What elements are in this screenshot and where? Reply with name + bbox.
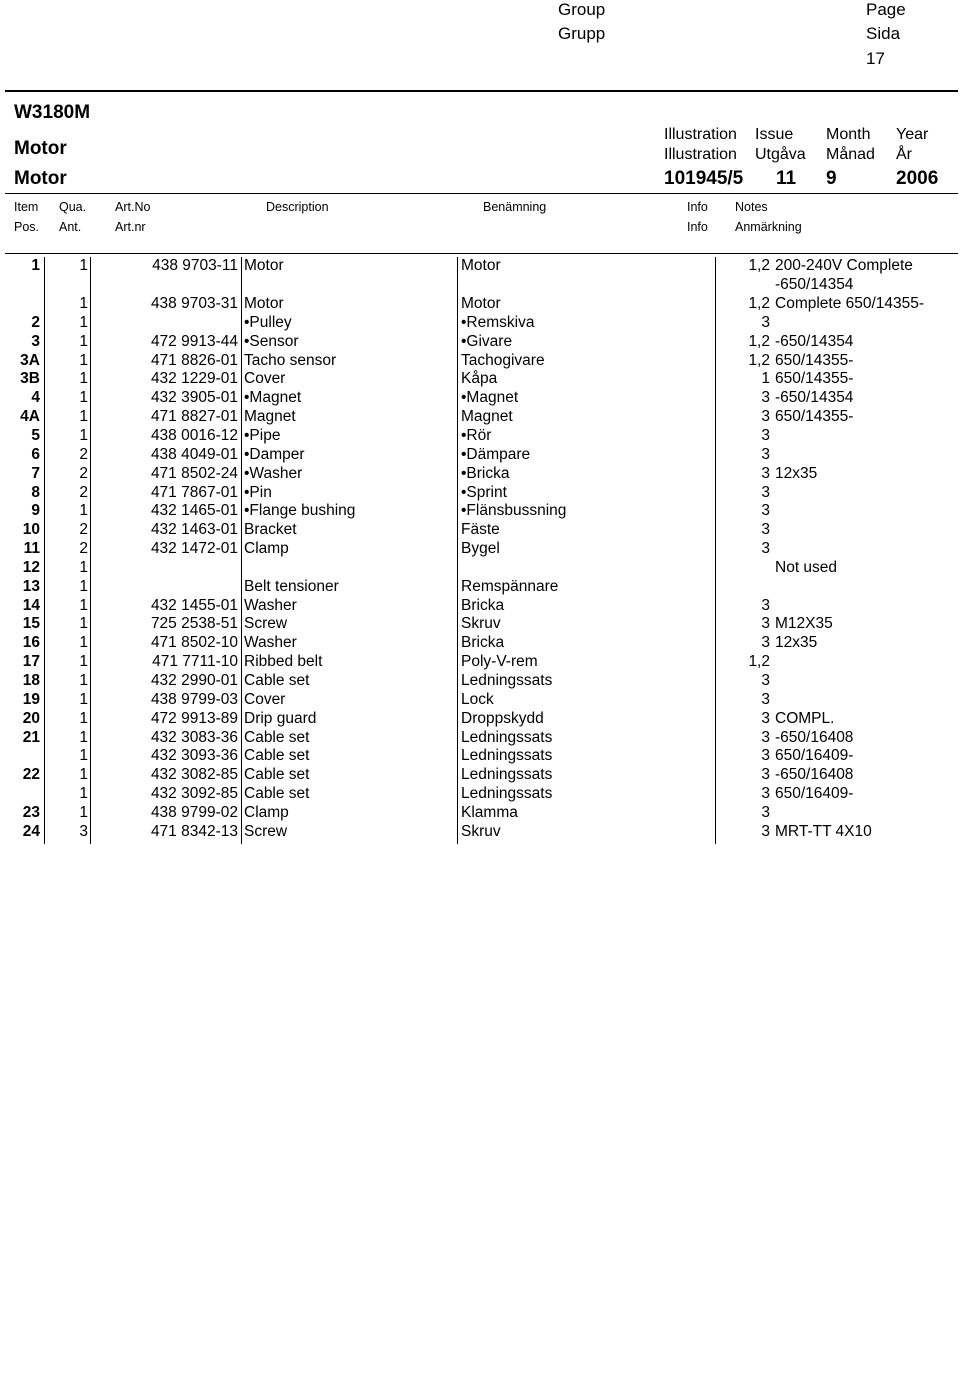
info-cell: 3: [761, 634, 770, 652]
notes-cell: [773, 690, 958, 709]
art-number-cell: 438 9703-11: [152, 257, 238, 275]
description-cell: Tacho sensor: [244, 351, 337, 369]
art-number-cell: [90, 276, 242, 295]
benamning-cell: Magnet: [461, 408, 513, 426]
benamning-cell: Motor: [461, 257, 501, 275]
description-cell: Motor: [244, 295, 284, 313]
month-value: 9: [826, 168, 837, 189]
info-cell: 1: [761, 370, 770, 388]
qty-cell: 1: [79, 690, 88, 708]
benamning-cell: Poly-V-rem: [461, 653, 538, 671]
col-artno: Art.No: [115, 200, 151, 214]
benamning-cell: •Dämpare: [461, 445, 531, 463]
qty-cell: 1: [79, 634, 88, 652]
art-number-cell: 471 8826-01: [150, 351, 238, 369]
table-row: [5, 370, 958, 389]
art-number-cell: 438 4049-01: [150, 445, 238, 463]
page-label-sv: Sida: [866, 24, 901, 43]
info-cell: 3: [761, 785, 770, 803]
description-cell: Screw: [244, 822, 288, 840]
benamning-cell: Motor: [461, 295, 501, 313]
item-cell: 5: [31, 427, 40, 445]
illustration-label: Illustration: [664, 126, 737, 143]
item-cell: 9: [31, 502, 40, 520]
art-number-cell: 438 9799-02: [150, 803, 238, 821]
table-row: [5, 672, 958, 691]
table-row: [5, 464, 958, 483]
item-cell: 13: [22, 577, 40, 595]
notes-cell: [773, 314, 958, 333]
notes-cell: [773, 803, 958, 822]
description-cell: Clamp: [244, 540, 289, 558]
notes-cell: -650/16408: [775, 728, 854, 746]
table-row: [5, 803, 958, 822]
info-cell: 3: [761, 521, 770, 539]
col-benamning: Benämning: [483, 200, 547, 214]
table-row: [5, 521, 958, 540]
info-cell: 1,2: [748, 653, 770, 671]
item-cell: 23: [22, 803, 40, 821]
qty-cell: 1: [79, 747, 88, 765]
col-item: Item: [14, 200, 39, 214]
info-cell: 1,2: [748, 332, 770, 350]
art-number-cell: 471 7867-01: [150, 483, 238, 501]
art-number-cell: 432 3082-85: [150, 766, 238, 784]
info-cell: 3: [761, 313, 770, 331]
item-cell: [5, 785, 44, 804]
description-cell: •Pin: [244, 483, 272, 501]
info-cell: 3: [761, 747, 770, 765]
art-number-cell: 471 7711-10: [152, 653, 238, 671]
table-row: [5, 483, 958, 502]
qty-cell: 1: [79, 709, 88, 727]
parts-table-body: [5, 257, 958, 841]
illustration-value: 101945/5: [664, 168, 744, 189]
notes-cell: 650/16409-: [775, 785, 854, 803]
benamning-cell: Bygel: [461, 540, 500, 558]
notes-cell: -650/16408: [775, 766, 854, 784]
description-cell: •Sensor: [244, 332, 299, 350]
benamning-cell: Ledningssats: [461, 785, 553, 803]
info-cell: 1,2: [748, 257, 770, 275]
benamning-cell: Tachogivare: [461, 351, 545, 369]
item-cell: 8: [31, 483, 40, 501]
qty-cell: 1: [79, 803, 88, 821]
col-qty-sv: Ant.: [59, 220, 82, 234]
notes-cell: [773, 540, 958, 559]
art-number-cell: 432 3905-01: [150, 389, 238, 407]
parts-table: [5, 257, 958, 841]
description-cell: •Pulley: [244, 313, 292, 331]
notes-cell: -650/14354: [775, 332, 854, 350]
info-cell: 3: [761, 596, 770, 614]
art-number-cell: 432 1472-01: [150, 540, 238, 558]
model-title: W3180M: [14, 102, 91, 123]
column-header-bottom-rule: [5, 253, 958, 254]
item-cell: 7: [31, 464, 40, 482]
description-cell: Clamp: [244, 803, 289, 821]
table-row: [5, 332, 958, 351]
qty-cell: 1: [79, 577, 88, 595]
qty-cell: 2: [79, 521, 88, 539]
description-cell: Screw: [244, 615, 288, 633]
info-cell: 3: [761, 502, 770, 520]
item-cell: 20: [22, 709, 40, 727]
description-cell: Cover: [244, 370, 286, 388]
notes-cell: Not used: [775, 558, 838, 576]
benamning-cell: Lock: [461, 690, 494, 708]
item-cell: 4A: [20, 408, 40, 426]
qty-cell: 1: [79, 502, 88, 520]
benamning-cell: Droppskydd: [461, 709, 544, 727]
month-label-sv: Månad: [826, 146, 875, 163]
info-cell: [717, 577, 773, 596]
description-cell: Drip guard: [244, 709, 317, 727]
info-cell: 3: [761, 483, 770, 501]
table-row: [5, 709, 958, 728]
col-qty: Qua.: [59, 200, 87, 214]
art-number-cell: 438 9703-31: [150, 295, 238, 313]
notes-cell: [773, 653, 958, 672]
art-number-cell: 725 2538-51: [150, 615, 238, 633]
info-cell: 3: [761, 822, 770, 840]
description-cell: •Flange bushing: [244, 502, 356, 520]
item-cell: 4: [31, 389, 40, 407]
qty-cell: 1: [79, 295, 88, 313]
notes-cell: [773, 672, 958, 691]
info-cell: 3: [761, 408, 770, 426]
info-cell: [717, 276, 773, 295]
item-cell: 3: [31, 332, 40, 350]
art-number-cell: 472 9913-44: [150, 332, 238, 350]
group-label: Group: [558, 0, 606, 19]
notes-cell: [773, 596, 958, 615]
qty-cell: 1: [79, 615, 88, 633]
item-cell: 17: [22, 653, 40, 671]
art-number-cell: [90, 314, 242, 333]
issue-label: Issue: [755, 126, 794, 143]
table-row: [5, 276, 958, 295]
table-row: [5, 785, 958, 804]
art-number-cell: 438 0016-12: [150, 427, 238, 445]
qty-cell: 1: [79, 257, 88, 275]
col-description: Description: [266, 200, 329, 214]
table-row: [5, 295, 958, 314]
item-cell: 16: [22, 634, 40, 652]
benamning-cell: •Flänsbussning: [461, 502, 567, 520]
item-cell: 3B: [20, 370, 40, 388]
notes-cell: 200-240V Complete: [775, 257, 913, 275]
art-number-cell: 471 8342-13: [150, 822, 238, 840]
description-cell: Magnet: [244, 408, 296, 426]
art-number-cell: [90, 577, 242, 596]
description-cell: •Pipe: [244, 427, 281, 445]
notes-cell: [773, 521, 958, 540]
table-row: [5, 690, 958, 709]
benamning-cell: •Remskiva: [461, 313, 535, 331]
art-number-cell: 432 3083-36: [150, 728, 238, 746]
item-cell: 3A: [20, 351, 40, 369]
qty-cell: 1: [79, 313, 88, 331]
description-cell: •Damper: [244, 445, 305, 463]
notes-cell: COMPL.: [775, 709, 835, 727]
art-number-cell: 432 1455-01: [150, 596, 238, 614]
info-cell: 3: [761, 671, 770, 689]
qty-cell: 1: [79, 558, 88, 576]
item-cell: 21: [22, 728, 40, 746]
info-cell: 3: [761, 728, 770, 746]
table-row: [5, 596, 958, 615]
table-row: [5, 577, 958, 596]
benamning-cell: Bricka: [461, 634, 505, 652]
benamning-cell: •Magnet: [461, 389, 519, 407]
benamning-cell: Ledningssats: [461, 671, 553, 689]
info-cell: 3: [761, 690, 770, 708]
qty-cell: 1: [79, 389, 88, 407]
benamning-cell: •Sprint: [461, 483, 507, 501]
info-cell: 3: [761, 803, 770, 821]
benamning-cell: •Givare: [461, 332, 513, 350]
info-cell: 3: [761, 389, 770, 407]
benamning-cell: Klamma: [461, 803, 518, 821]
table-row: [5, 445, 958, 464]
issue-value: 11: [776, 168, 797, 189]
table-row: [5, 615, 958, 634]
year-value: 2006: [896, 168, 939, 189]
table-row: [5, 822, 958, 841]
table-row: [5, 389, 958, 408]
item-cell: 11: [23, 540, 40, 558]
notes-cell: M12X35: [775, 615, 833, 633]
table-row: [5, 634, 958, 653]
qty-cell: 1: [79, 351, 88, 369]
col-notes: Notes: [735, 200, 768, 214]
table-row: [5, 257, 958, 276]
notes-cell: -650/14354: [775, 389, 854, 407]
item-cell: 15: [22, 615, 40, 633]
illustration-label-sv: Illustration: [664, 146, 737, 163]
info-cell: 3: [761, 709, 770, 727]
description-cell: •Magnet: [244, 389, 302, 407]
info-cell: 1,2: [748, 295, 770, 313]
notes-cell: Complete 650/14355-: [775, 295, 925, 313]
info-cell: 1,2: [748, 351, 770, 369]
item-cell: 1: [31, 257, 40, 275]
art-number-cell: 432 1463-01: [150, 521, 238, 539]
description-cell: Bracket: [244, 521, 297, 539]
table-row: [5, 653, 958, 672]
art-number-cell: 432 2990-01: [150, 671, 238, 689]
benamning-cell: [459, 559, 717, 578]
art-number-cell: 471 8502-24: [150, 464, 238, 482]
notes-cell: [773, 445, 958, 464]
description-cell: Cable set: [244, 785, 310, 803]
benamning-cell: Ledningssats: [461, 747, 553, 765]
item-cell: 14: [22, 596, 40, 614]
description-cell: [242, 559, 459, 578]
description-cell: Ribbed belt: [244, 653, 323, 671]
notes-cell: [773, 502, 958, 521]
qty-cell: 1: [79, 427, 88, 445]
col-item-sv: Pos.: [14, 220, 40, 234]
table-row: [5, 747, 958, 766]
art-number-cell: 472 9913-89: [150, 709, 238, 727]
description-cell: Motor: [244, 257, 284, 275]
art-number-cell: 432 1465-01: [150, 502, 238, 520]
benamning-cell: •Bricka: [461, 464, 510, 482]
art-number-cell: 432 3092-85: [150, 785, 238, 803]
art-number-cell: 471 8502-10: [150, 634, 238, 652]
qty-cell: 1: [79, 728, 88, 746]
qty-cell: 2: [79, 464, 88, 482]
info-cell: 3: [761, 427, 770, 445]
info-cell: 3: [761, 445, 770, 463]
table-row: [5, 766, 958, 785]
notes-cell: [773, 483, 958, 502]
table-row: [5, 559, 958, 578]
table-row: [5, 728, 958, 747]
item-cell: [5, 747, 44, 766]
benamning-cell: Remspännare: [461, 577, 559, 595]
description-cell: Cable set: [244, 728, 310, 746]
description-cell: •Washer: [244, 464, 303, 482]
item-cell: [5, 276, 44, 295]
item-cell: [5, 295, 44, 314]
month-label: Month: [826, 126, 871, 143]
title-top-rule: [5, 90, 958, 92]
art-number-cell: [90, 559, 242, 578]
group-label-sv: Grupp: [558, 24, 606, 43]
info-cell: 3: [761, 615, 770, 633]
info-cell: 3: [761, 766, 770, 784]
notes-cell: 650/14355-: [775, 370, 854, 388]
table-row: [5, 540, 958, 559]
qty-cell: 1: [79, 408, 88, 426]
art-number-cell: 432 1229-01: [150, 370, 238, 388]
description-cell: Washer: [244, 596, 297, 614]
table-row: [5, 314, 958, 333]
description-cell: Cable set: [244, 671, 310, 689]
item-cell: 10: [22, 521, 40, 539]
notes-cell: [773, 577, 958, 596]
benamning-cell: Skruv: [461, 615, 501, 633]
col-info: Info: [687, 200, 708, 214]
table-row: [5, 351, 958, 370]
qty-cell: [44, 276, 90, 295]
art-number-cell: 471 8827-01: [150, 408, 238, 426]
page-label: Page: [866, 0, 906, 19]
year-label-sv: År: [896, 146, 912, 163]
description-cell: Cable set: [244, 747, 310, 765]
description-cell: [242, 276, 459, 295]
benamning-cell: Fäste: [461, 521, 500, 539]
item-cell: 18: [22, 671, 40, 689]
notes-cell: 650/14355-: [775, 351, 854, 369]
item-cell: 24: [22, 822, 40, 840]
column-header-top-rule: [5, 193, 958, 194]
notes-cell: [773, 427, 958, 446]
art-number-cell: 438 9799-03: [150, 690, 238, 708]
qty-cell: 1: [79, 653, 88, 671]
notes-cell: 650/16409-: [775, 747, 854, 765]
subsection-title: Motor: [14, 168, 67, 189]
col-artno-sv: Art.nr: [115, 220, 146, 234]
qty-cell: 2: [79, 445, 88, 463]
item-cell: 22: [22, 766, 40, 784]
item-cell: 6: [31, 445, 40, 463]
benamning-cell: •Rör: [461, 427, 492, 445]
notes-cell: 12x35: [775, 634, 818, 652]
item-cell: 19: [22, 690, 40, 708]
description-cell: Cover: [244, 690, 286, 708]
benamning-cell: Skruv: [461, 822, 501, 840]
page-number: 17: [866, 49, 885, 68]
item-cell: 2: [31, 313, 40, 331]
benamning-cell: Ledningssats: [461, 728, 553, 746]
col-info-sv: Info: [687, 220, 708, 234]
benamning-cell: Bricka: [461, 596, 505, 614]
table-row: [5, 502, 958, 521]
issue-label-sv: Utgåva: [755, 146, 806, 163]
notes-cell: -650/14354: [775, 276, 854, 294]
qty-cell: 3: [79, 822, 88, 840]
description-cell: Washer: [244, 634, 297, 652]
qty-cell: 1: [79, 332, 88, 350]
section-title: Motor: [14, 138, 67, 159]
info-cell: 3: [761, 540, 770, 558]
art-number-cell: 432 3093-36: [150, 747, 238, 765]
qty-cell: 1: [79, 370, 88, 388]
year-label: Year: [896, 126, 929, 143]
table-row: [5, 408, 958, 427]
description-cell: Belt tensioner: [244, 577, 339, 595]
qty-cell: 1: [79, 596, 88, 614]
notes-cell: MRT-TT 4X10: [775, 822, 872, 840]
item-cell: 12: [22, 558, 40, 576]
info-cell: [717, 559, 773, 578]
col-notes-sv: Anmärkning: [735, 220, 802, 234]
benamning-cell: [459, 276, 717, 295]
benamning-cell: Kåpa: [461, 370, 498, 388]
benamning-cell: Ledningssats: [461, 766, 553, 784]
notes-cell: 12x35: [775, 464, 818, 482]
qty-cell: 1: [79, 785, 88, 803]
info-cell: 3: [761, 464, 770, 482]
table-row: [5, 427, 958, 446]
qty-cell: 1: [79, 671, 88, 689]
description-cell: Cable set: [244, 766, 310, 784]
qty-cell: 2: [79, 483, 88, 501]
qty-cell: 1: [79, 766, 88, 784]
qty-cell: 2: [79, 540, 88, 558]
notes-cell: 650/14355-: [775, 408, 854, 426]
